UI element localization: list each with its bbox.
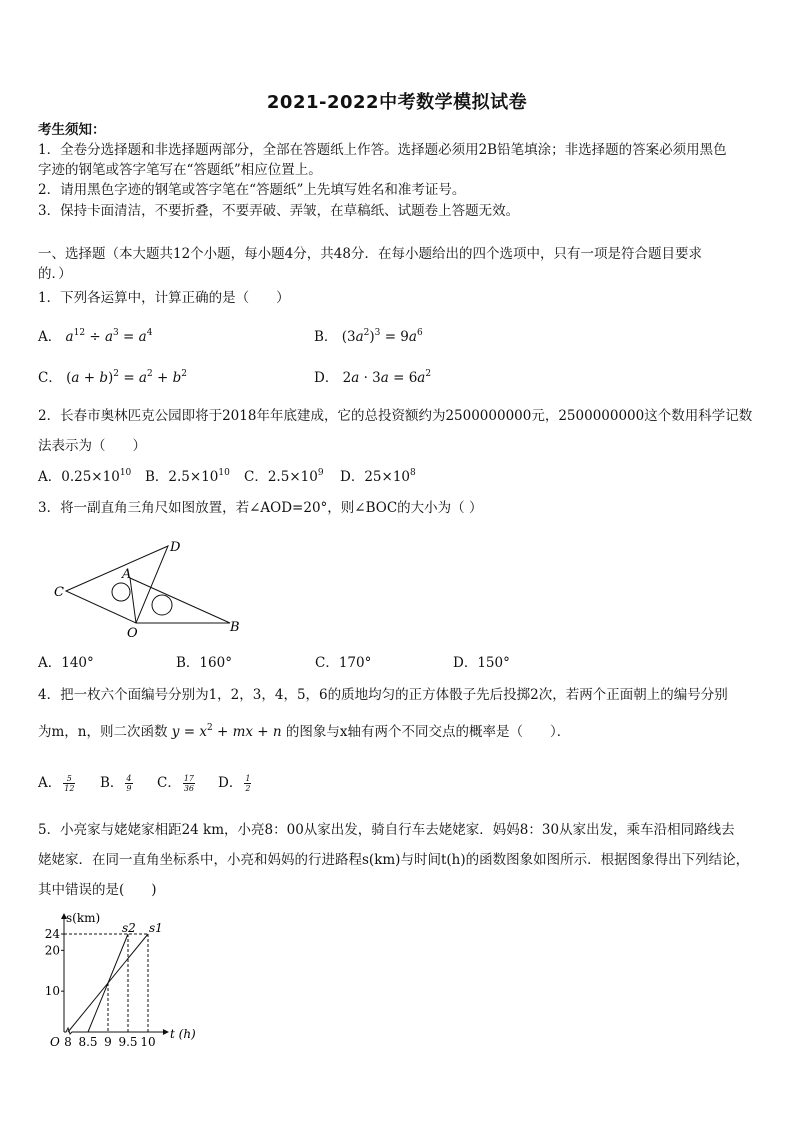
q4-option-c-label: C． <box>157 775 181 791</box>
notice-line-4: 3．保持卡面清洁，不要折叠，不要弄破、弄皱，在草稿纸、试题卷上答题无效。 <box>38 203 520 219</box>
q1-option-c-expr: $(a + b)^2 = a^2 + b^2$ <box>66 369 187 386</box>
q2-option-b-label: B． <box>145 469 169 485</box>
q5-distance-time-chart <box>34 906 214 1056</box>
notice-heading: 考生须知： <box>38 122 106 138</box>
q2-option-a-exp: 10 <box>119 468 132 478</box>
q3-label-d: D <box>170 540 181 555</box>
q1-option-d-expr: $2a \cdot 3a = 6a^2$ <box>342 369 432 386</box>
q4-option-b <box>100 773 135 793</box>
q3-option-c-label: C． <box>315 655 339 671</box>
section-heading-line-2: 的．） <box>38 266 72 282</box>
q5-stem-line-2: 姥姥家．在同一直角坐标系中，小亮和妈妈的行进路程s(km)与时间t(h)的函数图象如图所示．根据图象得出下列结论， <box>38 852 750 868</box>
q4-option-a-den: 12 <box>64 784 75 793</box>
q3-label-c: C <box>54 585 64 600</box>
q2-stem-line-1: 2．长春市奥林匹克公园即将于2018年年底建成，它的总投资额约为2500000000元，2500000000这个数用科学记数 <box>38 408 753 424</box>
series-line-s2 <box>88 934 128 1032</box>
q4-option-d-fraction <box>244 774 251 793</box>
series-label-s2: s2 <box>122 921 136 935</box>
q4-option-a-num: 5 <box>63 774 75 784</box>
q3-label-b: B <box>230 620 240 635</box>
q3-option-c-value: 170° <box>338 655 372 671</box>
q3-option-d-label: D． <box>453 655 478 671</box>
q3-label-o: O <box>127 626 138 641</box>
q1-option-c-label: C． <box>38 370 62 386</box>
q3-option-d-value: 150° <box>477 655 510 671</box>
q3-option-b-value: 160° <box>199 655 232 671</box>
y-tick-label: 24 <box>44 927 60 941</box>
q1-option-a-label: A． <box>38 329 62 345</box>
notice-line-1: 1．全卷分选择题和非选择题两部分，全部在答题纸上作答。选择题必须用2B铅笔填涂；非选择题的答案必须用黑色 <box>38 142 727 158</box>
q2-option-d-base: 25×10 <box>364 469 410 485</box>
q1-option-b-label: B． <box>314 329 338 345</box>
q4-option-d-num: 1 <box>245 774 251 783</box>
q4-stem-line-2 <box>38 722 758 742</box>
series-label-s1: s1 <box>149 921 163 935</box>
q4-option-b-den: 9 <box>126 784 132 793</box>
x-axis-label: t (h) <box>170 1027 196 1041</box>
x-tick-label: 8.5 <box>78 1035 98 1049</box>
origin-label: O <box>50 1035 60 1049</box>
q1-option-c <box>38 368 187 388</box>
q5-stem-line-3: 其中错误的是( ) <box>38 882 157 898</box>
q1-option-b-expr: $(3a^2)^3 = 9a^6$ <box>341 328 423 345</box>
q2-option-b-base: 2.5×10 <box>168 469 219 485</box>
y-axis-label: s(km) <box>66 911 101 925</box>
q4-stem-line-2-end: 的图象与x轴有两个不同交点的概率是（ ）． <box>285 724 571 740</box>
q3-circle-left <box>112 583 130 601</box>
q2-option-c-label: C． <box>244 469 268 485</box>
y-tick-label: 20 <box>44 943 60 958</box>
q4-option-c <box>157 773 197 793</box>
q5-stem-line-1: 5．小亮家与姥姥家相距24 km，小亮8：00从家出发，骑自行车去姥姥家．妈妈8：30从家出发，乘车沿相同路线去 <box>38 822 735 838</box>
q3-option-b-label: B． <box>176 655 200 671</box>
x-tick-label: 9 <box>104 1035 112 1049</box>
q2-option-d-exp: 8 <box>410 468 416 478</box>
q3-option-a-value: 140° <box>61 655 94 671</box>
q4-stem-line-1: 4．把一枚六个面编号分别为1，2，3，4，5，6的质地均匀的正方体骰子先后投掷2次，若两个正面朝上的编号分别 <box>38 687 728 703</box>
q4-option-a <box>38 773 77 793</box>
q1-option-d-label: D． <box>314 370 339 386</box>
q4-option-b-fraction <box>125 774 132 793</box>
q2-option-d-label: D． <box>340 469 365 485</box>
q4-option-b-num: 4 <box>126 774 132 783</box>
chart-series <box>68 934 148 1032</box>
q2-option-a-base: 0.25×10 <box>61 469 120 485</box>
q2-option-c <box>244 467 324 487</box>
q4-option-a-label: A． <box>38 775 62 791</box>
notice-line-3: 2．请用黑色字迹的钢笔或答字笔在“答题纸”上先填写姓名和准考证号。 <box>38 182 466 198</box>
q3-triangle-figure <box>50 536 250 641</box>
y-tick-label: 10 <box>44 984 60 999</box>
q1-stem: 1．下列各运算中，计算正确的是（ ） <box>38 290 290 306</box>
q1-option-b <box>314 327 423 347</box>
q4-option-d <box>218 773 253 793</box>
q4-option-b-label: B． <box>100 775 124 791</box>
q4-option-d-den: 2 <box>245 784 251 793</box>
q4-quadratic-expr: $y = x^2$ + mx + n <box>171 723 282 740</box>
q2-option-d <box>340 467 416 487</box>
q3-option-b <box>176 653 232 673</box>
q4-option-c-num: 17 <box>183 774 195 783</box>
q3-option-a <box>38 653 94 673</box>
q4-option-c-fraction <box>183 774 195 793</box>
q4-option-c-den: 36 <box>183 784 195 793</box>
q3-option-c <box>315 653 371 673</box>
q2-option-a-label: A． <box>38 469 62 485</box>
q4-option-a-fraction <box>63 774 75 793</box>
q2-option-c-base: 2.5×10 <box>267 469 318 485</box>
q2-option-b <box>145 467 230 487</box>
page-title: 2021-2022中考数学模拟试卷 <box>266 92 528 113</box>
q1-option-a <box>38 327 152 347</box>
q3-circle-right <box>152 595 172 615</box>
x-tick-label: 8 <box>64 1035 72 1049</box>
q2-option-b-exp: 10 <box>218 468 230 478</box>
x-axis <box>64 1028 168 1034</box>
q1-option-a-expr: $a^{12} \div a^3 = a^4$ <box>65 328 153 345</box>
section-heading-line-1: 一、选择题（本大题共12个小题，每小题4分，共48分．在每小题给出的四个选项中，只有一项是符合题目要求 <box>38 246 702 262</box>
q1-option-d <box>314 368 431 388</box>
q3-option-d <box>453 653 510 673</box>
x-tick-label: 10 <box>140 1035 156 1049</box>
q2-option-a <box>38 467 131 487</box>
x-tick-label: 9.5 <box>118 1035 138 1049</box>
q3-stem: 3．将一副直角三角尺如图放置，若∠AOD=20°，则∠BOC的大小为（ ） <box>38 500 483 516</box>
q2-stem-line-2: 法表示为（ ） <box>38 438 146 454</box>
q3-option-a-label: A． <box>38 655 62 671</box>
q4-stem-line-2-start: 为m，n，则二次函数 <box>38 724 168 740</box>
q3-label-a: A <box>122 567 132 582</box>
q2-option-c-exp: 9 <box>317 468 324 478</box>
q4-option-d-label: D． <box>218 775 243 791</box>
notice-line-2: 字迹的钢笔或答字笔写在“答题纸”相应位置上。 <box>38 162 322 178</box>
